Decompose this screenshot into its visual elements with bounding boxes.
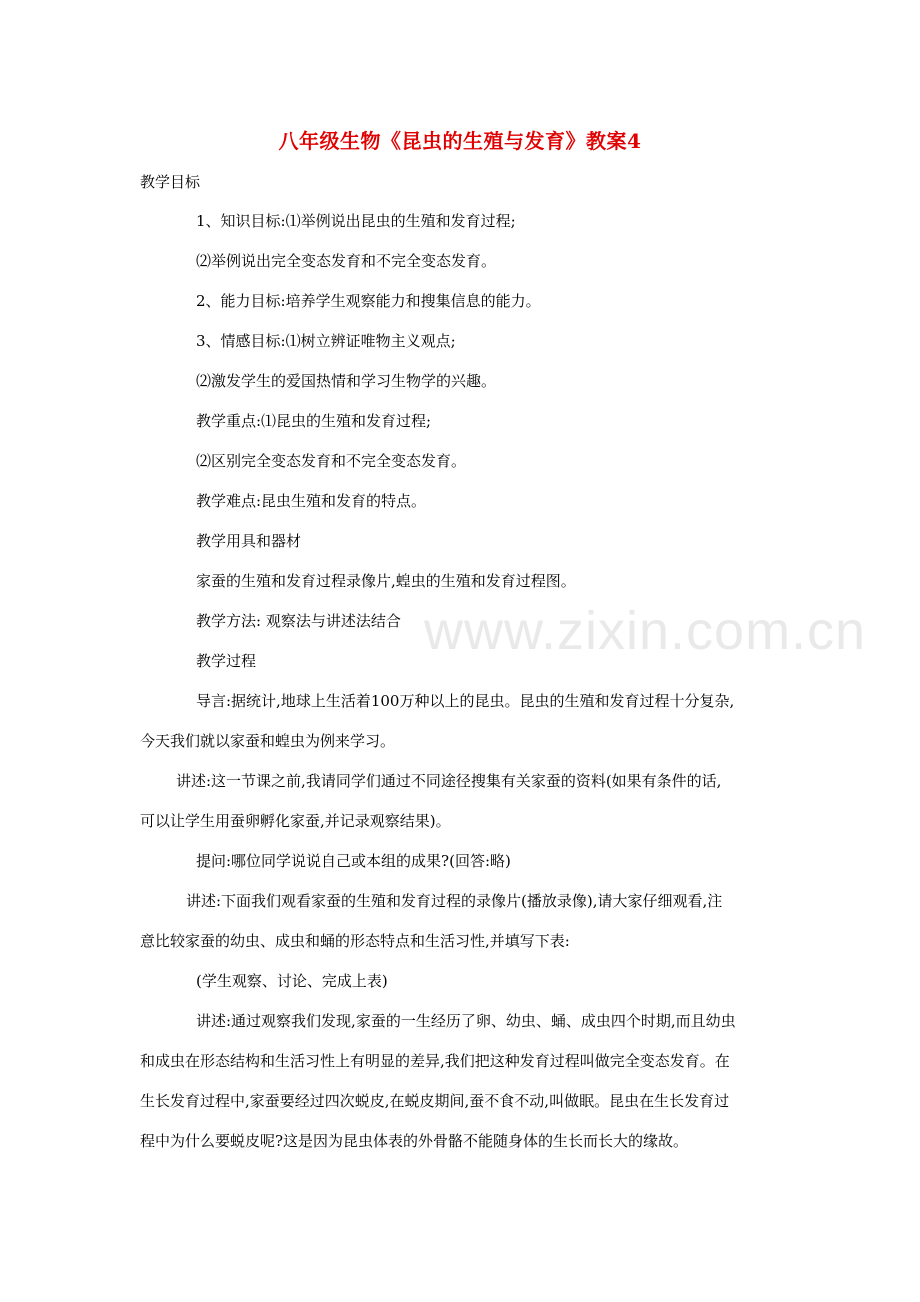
document-title: 八年级生物《昆虫的生殖与发育》教案4: [278, 129, 642, 153]
objective-ability: 2、能力目标:培养学生观察能力和搜集信息的能力。: [196, 292, 541, 310]
narration2-line-1: 讲述:下面我们观看家蚕的生殖和发育过程的录像片(播放录像),请大家仔细观看,注: [186, 892, 723, 910]
materials-text: 家蚕的生殖和发育过程录像片,蝗虫的生殖和发育过程图。: [196, 572, 576, 590]
narration3-line-4: 程中为什么要蜕皮呢?这是因为昆虫体表的外骨骼不能随身体的生长而长大的缘故。: [140, 1132, 689, 1150]
objective-knowledge-2: ⑵举例说出完全变态发育和不完全变态发育。: [196, 252, 497, 270]
student-activity: (学生观察、讨论、完成上表): [196, 972, 388, 990]
intro-line-2: 今天我们就以家蚕和蝗虫为例来学习。: [140, 732, 396, 750]
question-line: 提问:哪位同学说说自己或本组的成果?(回答:略): [196, 852, 511, 870]
narration3-line-1: 讲述:通过观察我们发现,家蚕的一生经历了卵、幼虫、蛹、成虫四个时期,而且幼虫: [196, 1012, 736, 1030]
process-heading: 教学过程: [196, 652, 257, 670]
objective-emotion-2: ⑵激发学生的爱国热情和学习生物学的兴趣。: [196, 372, 497, 390]
narration3-line-2: 和成虫在形态结构和生活习性上有明显的差异,我们把这种发育过程叫做完全变态发育。在: [140, 1052, 730, 1070]
watermark: www.zixin.com.cn: [424, 601, 867, 661]
teaching-method: 教学方法: 观察法与讲述法结合: [196, 612, 401, 630]
teaching-difficulty: 教学难点:昆虫生殖和发育的特点。: [196, 492, 427, 510]
materials-heading: 教学用具和器材: [196, 532, 302, 550]
section-heading-objectives: 教学目标: [140, 173, 201, 191]
objective-knowledge-1: 1、知识目标:⑴举例说出昆虫的生殖和发育过程;: [196, 212, 516, 230]
narration1-line-2: 可以让学生用蚕卵孵化家蚕,并记录观察结果)。: [140, 812, 451, 830]
narration2-line-2: 意比较家蚕的幼虫、成虫和蛹的形态特点和生活习性,并填写下表:: [140, 932, 570, 950]
intro-line-1: 导言:据统计,地球上生活着100万种以上的昆虫。昆虫的生殖和发育过程十分复杂,: [196, 692, 735, 710]
narration3-line-3: 生长发育过程中,家蚕要经过四次蜕皮,在蜕皮期间,蚕不食不动,叫做眠。昆虫在生长发育过: [140, 1092, 730, 1110]
narration1-line-1: 讲述:这一节课之前,我请同学们通过不同途径搜集有关家蚕的资料(如果有条件的话,: [176, 772, 722, 790]
objective-emotion-1: 3、情感目标:⑴树立辨证唯物主义观点;: [196, 332, 456, 350]
key-points-1: 教学重点:⑴昆虫的生殖和发育过程;: [196, 412, 432, 430]
key-points-2: ⑵区别完全变态发育和不完全变态发育。: [196, 452, 467, 470]
